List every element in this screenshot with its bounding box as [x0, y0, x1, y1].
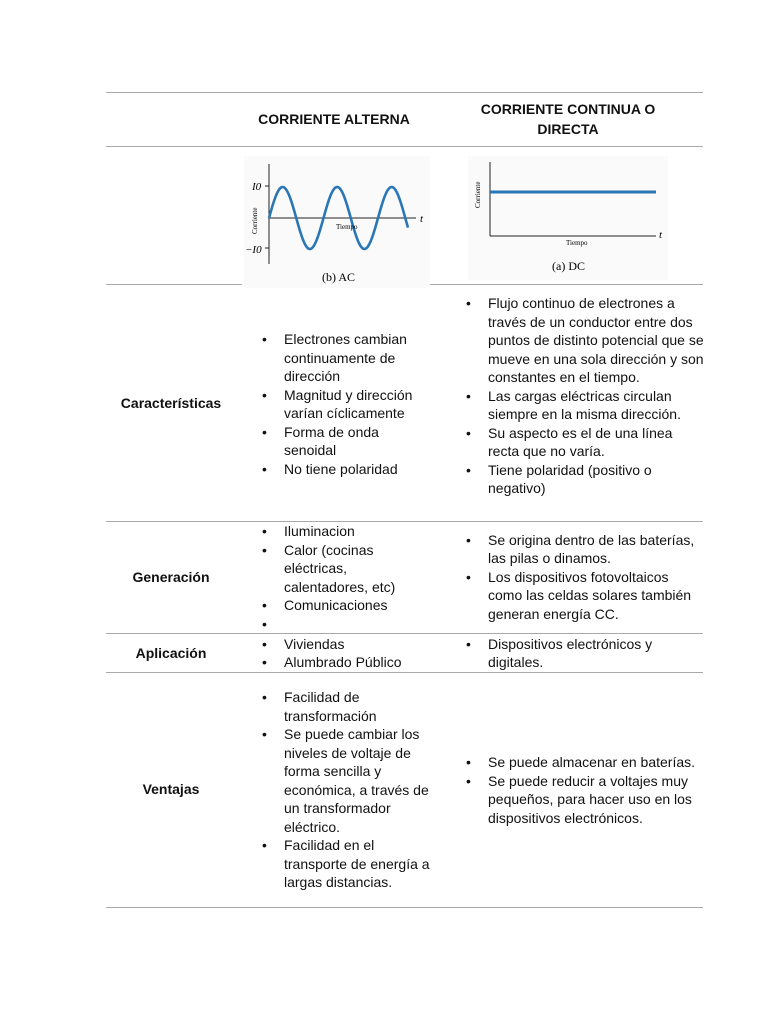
row-label-ventajas: Ventajas — [142, 781, 200, 797]
ac-waveform-figure — [244, 156, 430, 288]
list-item — [256, 615, 428, 634]
list-item: • Alumbrado Público — [256, 653, 428, 672]
list-item: • Los dispositivos fotovoltaicos como las celdas solares también generan energía CC. — [460, 568, 704, 624]
list-item: • Electrones cambian continuamente de dirección — [256, 330, 428, 386]
generacion-ac-cell — [256, 522, 428, 632]
dc-waveform-figure — [468, 156, 668, 280]
caracteristicas-ac-cell — [256, 290, 428, 518]
ac-ylabel: Corriente — [251, 207, 259, 234]
list-item: • Magnitud y dirección varían cíclicamente — [256, 386, 428, 423]
header-dc — [462, 96, 674, 142]
list-item: • Facilidad de transformación — [256, 688, 436, 725]
list-item: • Tiene polaridad (positivo o negativo) — [460, 461, 704, 498]
ventajas-dc-list — [460, 753, 704, 827]
list-item: • Comunicaciones — [256, 596, 428, 615]
aplicacion-ac-cell — [256, 634, 428, 672]
ventajas-ac-cell — [256, 676, 436, 904]
list-item: • No tiene polaridad — [256, 460, 428, 479]
table-top-rule — [106, 92, 703, 93]
figure-row-bottom-rule — [106, 284, 242, 285]
header-ac — [244, 96, 424, 142]
generacion-dc-list — [460, 531, 704, 624]
ac-xlabel: Tiempo — [336, 223, 358, 231]
caracteristicas-dc-cell — [460, 294, 704, 516]
header-dc-label: CORRIENTE CONTINUA O DIRECTA — [480, 101, 656, 137]
list-item: • Iluminacion — [256, 522, 428, 541]
row-label-caracteristicas: Características — [120, 395, 222, 411]
dc-ylabel: Corriente — [474, 181, 482, 208]
list-item: • Facilidad en el transporte de energía a largas distancias. — [256, 836, 436, 892]
caracteristicas-ac-list — [256, 330, 428, 478]
aplicacion-dc-list — [460, 635, 704, 672]
caracteristicas-dc-list — [460, 294, 704, 498]
dc-t-label: t — [659, 229, 663, 241]
figure-row-bottom-rule-right — [430, 284, 703, 285]
row-label-aplicacion: Aplicación — [135, 645, 207, 661]
ventajas-dc-cell — [460, 676, 704, 904]
list-item: • Las cargas eléctricas circulan siempre en la misma dirección. — [460, 387, 704, 424]
dc-xlabel: Tiempo — [566, 239, 588, 247]
ac-caption: (b) AC — [322, 270, 355, 284]
header-bottom-rule — [106, 146, 703, 147]
list-item: • Calor (cocinas eléctricas, calentadores, etc) — [256, 541, 428, 597]
list-item: • Flujo continuo de electrones a través de un conductor entre dos puntos de distinto potencial que se mueve en una sola dirección y son constantes en el tiempo. — [460, 294, 704, 387]
list-item: • Su aspecto es el de una línea recta que no varía. — [460, 424, 704, 461]
aplicacion-dc-cell — [460, 634, 704, 672]
ac-t-label: t — [420, 213, 424, 225]
row-rule-3 — [106, 672, 703, 673]
header-ac-label: CORRIENTE ALTERNA — [258, 111, 410, 127]
list-item: • Dispositivos electrónicos y digitales. — [460, 635, 704, 672]
list-item: • Se puede reducir a voltajes muy pequeños, para hacer uso en los dispositivos electrónicos. — [460, 772, 704, 828]
list-item: • Forma de onda senoidal — [256, 423, 428, 460]
ventajas-ac-list — [256, 688, 436, 892]
list-item: • Viviendas — [256, 635, 428, 654]
list-item: • Se puede cambiar los niveles de voltaje de forma sencilla y económica, a través de un transformador eléctrico. — [256, 725, 436, 836]
row-label-generacion: Generación — [132, 569, 210, 585]
ac-top-label: I0 — [252, 181, 262, 193]
generacion-ac-list — [256, 522, 428, 633]
table-bottom-rule — [106, 907, 703, 908]
ac-bottom-label: −I0 — [245, 244, 262, 256]
aplicacion-ac-list — [256, 635, 428, 672]
list-item: • Se puede almacenar en baterías. — [460, 753, 704, 772]
generacion-dc-cell — [460, 522, 704, 632]
dc-caption: (a) DC — [552, 259, 585, 273]
list-item: • Se origina dentro de las baterías, las pilas o dinamos. — [460, 531, 704, 568]
